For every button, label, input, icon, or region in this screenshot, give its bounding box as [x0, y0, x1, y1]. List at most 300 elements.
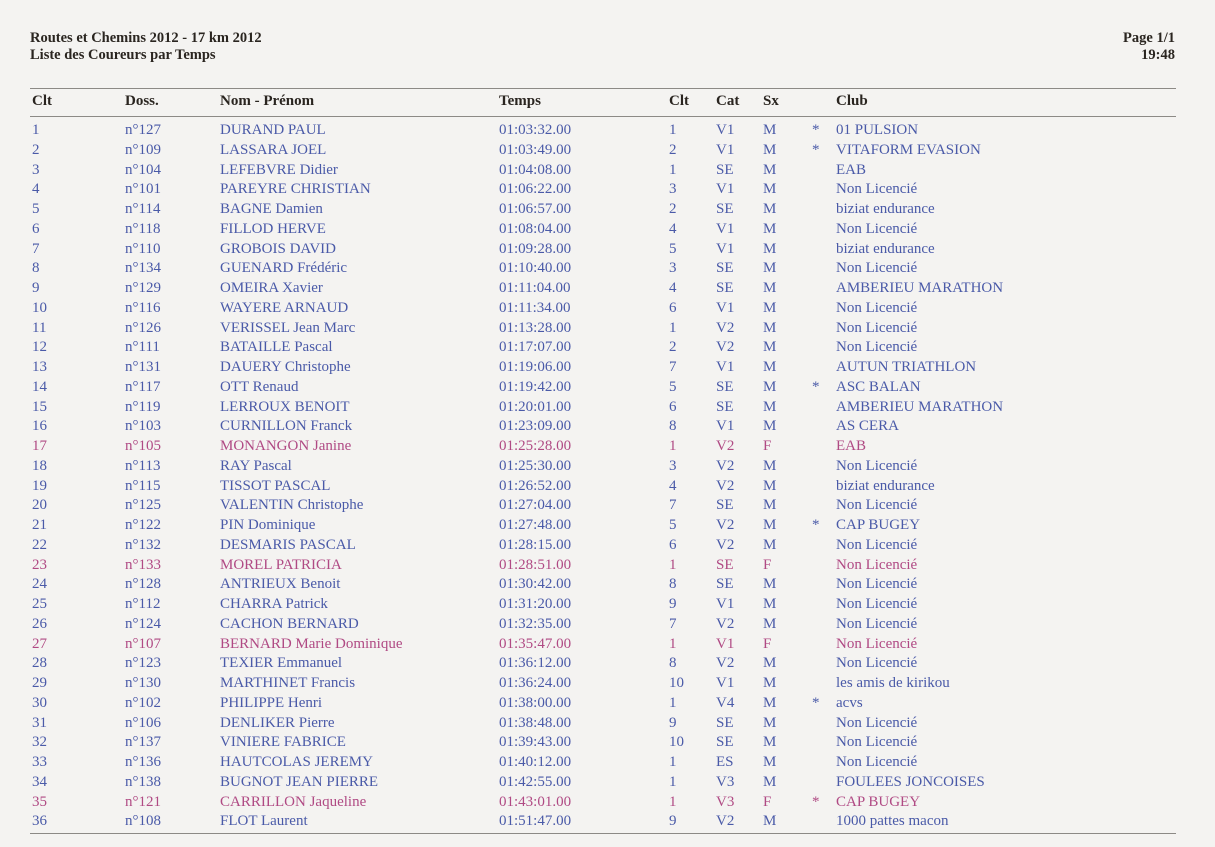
time-cell: 01:27:04.00: [499, 497, 572, 514]
name-cell: MARTHINET Francis: [220, 675, 356, 691]
bib-cell: n°104: [125, 161, 161, 178]
sex-cell: M: [763, 477, 777, 494]
club-cell: Non Licencié: [836, 299, 918, 316]
category-rank-cell: 5: [669, 378, 677, 395]
sex-cell: M: [763, 694, 777, 711]
bib-cell: n°111: [125, 339, 160, 356]
col-header-temps: Temps: [499, 93, 541, 109]
rank-cell: 27: [32, 635, 47, 652]
table-row: [0, 140, 1215, 160]
bib-cell: n°107: [125, 635, 161, 652]
table-row: [0, 811, 1215, 831]
licence-marker: *: [812, 378, 820, 395]
category-rank-cell: 3: [669, 457, 677, 474]
rank-cell: 18: [32, 457, 47, 474]
category-cell: SE: [716, 161, 734, 178]
time-cell: 01:40:12.00: [499, 754, 572, 770]
bib-cell: n°103: [125, 418, 161, 435]
sex-cell: M: [763, 122, 777, 138]
category-cell: V2: [716, 615, 735, 632]
club-cell: Non Licencié: [836, 556, 918, 573]
sex-cell: M: [763, 378, 777, 395]
bib-cell: n°132: [125, 536, 161, 553]
table-row: [0, 673, 1215, 693]
rank-cell: 9: [32, 280, 40, 296]
club-cell: 1000 pattes macon: [836, 813, 949, 830]
table-row: [0, 456, 1215, 476]
sex-cell: M: [763, 615, 777, 632]
category-rank-cell: 1: [669, 556, 677, 573]
category-rank-cell: 4: [669, 280, 677, 296]
name-cell: MOREL PATRICIA: [220, 556, 342, 573]
header-bottom-divider: [30, 116, 1176, 117]
category-cell: V3: [716, 793, 735, 810]
sex-cell: M: [763, 497, 777, 514]
bib-cell: n°119: [125, 398, 161, 415]
sex-cell: F: [763, 793, 772, 810]
club-cell: VITAFORM EVASION: [836, 141, 981, 158]
bib-cell: n°116: [125, 299, 161, 316]
table-row: [0, 377, 1215, 397]
time-cell: 01:11:34.00: [499, 299, 571, 316]
club-cell: Non Licencié: [836, 497, 918, 514]
time-cell: 01:19:06.00: [499, 359, 572, 375]
sex-cell: M: [763, 359, 777, 375]
club-cell: AMBERIEU MARATHON: [836, 280, 1004, 296]
category-cell: V2: [716, 655, 735, 672]
table-row: [0, 397, 1215, 417]
name-cell: CACHON BERNARD: [220, 615, 359, 632]
table-row: [0, 772, 1215, 792]
rank-cell: 26: [32, 615, 47, 632]
category-rank-cell: 2: [669, 141, 677, 158]
table-row: [0, 713, 1215, 733]
category-cell: V4: [716, 694, 735, 711]
name-cell: CARRILLON Jaqueline: [220, 793, 367, 810]
list-subtitle: Liste des Coureurs par Temps: [30, 47, 216, 63]
bib-cell: n°122: [125, 517, 161, 533]
category-rank-cell: 8: [669, 418, 677, 435]
table-row: [0, 239, 1215, 259]
time-cell: 01:04:08.00: [499, 161, 572, 178]
name-cell: DENLIKER Pierre: [220, 714, 335, 731]
category-cell: SE: [716, 576, 734, 593]
category-cell: SE: [716, 734, 734, 751]
sex-cell: M: [763, 260, 777, 277]
bib-cell: n°109: [125, 141, 161, 158]
time-cell: 01:03:32.00: [499, 122, 572, 138]
table-row: [0, 337, 1215, 357]
category-rank-cell: 1: [669, 694, 677, 711]
name-cell: HAUTCOLAS JEREMY: [220, 754, 373, 770]
category-cell: SE: [716, 497, 734, 514]
bib-cell: n°124: [125, 615, 161, 632]
time-cell: 01:25:30.00: [499, 457, 572, 474]
rank-cell: 13: [32, 359, 47, 375]
club-cell: EAB: [836, 438, 866, 454]
time-cell: 01:38:00.00: [499, 694, 572, 711]
category-rank-cell: 1: [669, 122, 677, 138]
time-cell: 01:28:51.00: [499, 556, 572, 573]
time-cell: 01:10:40.00: [499, 260, 572, 277]
rank-cell: 36: [32, 813, 47, 830]
sex-cell: F: [763, 438, 772, 454]
category-cell: V1: [716, 122, 735, 138]
category-rank-cell: 1: [669, 161, 677, 178]
category-rank-cell: 4: [669, 220, 677, 237]
time-cell: 01:51:47.00: [499, 813, 572, 830]
rank-cell: 19: [32, 477, 47, 494]
category-rank-cell: 6: [669, 398, 677, 415]
sex-cell: M: [763, 299, 777, 316]
table-row: [0, 357, 1215, 377]
name-cell: LASSARA JOEL: [220, 141, 327, 158]
category-rank-cell: 7: [669, 615, 677, 632]
time-cell: 01:09:28.00: [499, 240, 572, 257]
sex-cell: M: [763, 675, 777, 691]
category-rank-cell: 10: [669, 675, 684, 691]
rank-cell: 12: [32, 339, 47, 356]
time-cell: 01:08:04.00: [499, 220, 572, 237]
category-cell: SE: [716, 260, 734, 277]
time-cell: 01:36:12.00: [499, 655, 572, 672]
table-row: [0, 258, 1215, 278]
time-cell: 01:06:22.00: [499, 181, 572, 198]
category-rank-cell: 7: [669, 359, 677, 375]
table-row: [0, 318, 1215, 338]
name-cell: TEXIER Emmanuel: [220, 655, 343, 672]
category-rank-cell: 1: [669, 319, 677, 336]
bib-cell: n°130: [125, 675, 161, 691]
name-cell: DURAND PAUL: [220, 122, 326, 138]
table-row: [0, 120, 1215, 140]
category-rank-cell: 8: [669, 576, 677, 593]
category-cell: V2: [716, 517, 735, 533]
header-top-divider: [30, 88, 1176, 89]
name-cell: OTT Renaud: [220, 378, 299, 395]
name-cell: FLOT Laurent: [220, 813, 308, 830]
club-cell: biziat endurance: [836, 240, 935, 257]
category-rank-cell: 1: [669, 635, 677, 652]
bib-cell: n°113: [125, 457, 161, 474]
bib-cell: n°138: [125, 773, 161, 790]
rank-cell: 5: [32, 201, 40, 217]
name-cell: DESMARIS PASCAL: [220, 536, 356, 553]
bib-cell: n°136: [125, 754, 161, 770]
bib-cell: n°125: [125, 497, 161, 514]
club-cell: Non Licencié: [836, 655, 918, 672]
category-cell: SE: [716, 201, 734, 217]
club-cell: biziat endurance: [836, 477, 935, 494]
rank-cell: 23: [32, 556, 47, 573]
name-cell: BERNARD Marie Dominique: [220, 635, 403, 652]
time-cell: 01:39:43.00: [499, 734, 572, 751]
table-row: [0, 495, 1215, 515]
table-row: [0, 535, 1215, 555]
club-cell: Non Licencié: [836, 615, 918, 632]
time-cell: 01:23:09.00: [499, 418, 572, 435]
name-cell: DAUERY Christophe: [220, 359, 351, 375]
time-cell: 01:20:01.00: [499, 398, 572, 415]
sex-cell: M: [763, 754, 777, 770]
table-row: [0, 416, 1215, 436]
category-cell: SE: [716, 280, 734, 296]
category-rank-cell: 1: [669, 793, 677, 810]
club-cell: acvs: [836, 694, 863, 711]
time-cell: 01:03:49.00: [499, 141, 572, 158]
sex-cell: M: [763, 517, 777, 533]
table-row: [0, 693, 1215, 713]
rank-cell: 8: [32, 260, 40, 277]
club-cell: EAB: [836, 161, 866, 178]
time-cell: 01:35:47.00: [499, 635, 572, 652]
name-cell: BATAILLE Pascal: [220, 339, 333, 356]
bib-cell: n°106: [125, 714, 161, 731]
club-cell: Non Licencié: [836, 596, 918, 612]
category-rank-cell: 1: [669, 773, 677, 790]
col-header-cat: Cat: [716, 93, 740, 109]
category-rank-cell: 7: [669, 497, 677, 514]
page-number: Page 1/1: [1123, 30, 1175, 46]
rank-cell: 3: [32, 161, 40, 178]
bib-cell: n°126: [125, 319, 161, 336]
bib-cell: n°134: [125, 260, 161, 277]
time-cell: 01:32:35.00: [499, 615, 572, 632]
sex-cell: M: [763, 813, 777, 830]
time-cell: 01:13:28.00: [499, 319, 572, 336]
category-cell: V2: [716, 438, 735, 454]
bib-cell: n°117: [125, 378, 161, 395]
time-cell: 01:17:07.00: [499, 339, 572, 356]
sex-cell: M: [763, 536, 777, 553]
sex-cell: F: [763, 635, 772, 652]
sex-cell: M: [763, 280, 777, 296]
club-cell: Non Licencié: [836, 220, 918, 237]
category-rank-cell: 5: [669, 240, 677, 257]
licence-marker: *: [812, 793, 820, 810]
rank-cell: 30: [32, 694, 47, 711]
club-cell: CAP BUGEY: [836, 517, 921, 533]
time-cell: 01:43:01.00: [499, 793, 572, 810]
name-cell: OMEIRA Xavier: [220, 280, 323, 296]
bib-cell: n°110: [125, 240, 161, 257]
category-cell: V2: [716, 536, 735, 553]
licence-marker: *: [812, 517, 820, 533]
sex-cell: M: [763, 398, 777, 415]
page-info: [1123, 30, 1175, 64]
sex-cell: M: [763, 418, 777, 435]
table-row: [0, 792, 1215, 812]
rank-cell: 24: [32, 576, 47, 593]
club-cell: Non Licencié: [836, 181, 918, 198]
category-cell: V2: [716, 457, 735, 474]
category-cell: V1: [716, 141, 735, 158]
name-cell: FILLOD HERVE: [220, 220, 326, 237]
name-cell: GROBOIS DAVID: [220, 240, 336, 257]
rank-cell: 25: [32, 596, 47, 612]
name-cell: RAY Pascal: [220, 457, 292, 474]
sex-cell: M: [763, 220, 777, 237]
col-header-sx: Sx: [763, 93, 779, 109]
category-rank-cell: 1: [669, 754, 677, 770]
club-cell: Non Licencié: [836, 714, 918, 731]
club-cell: AMBERIEU MARATHON: [836, 398, 1004, 415]
bib-cell: n°137: [125, 734, 161, 751]
licence-marker: *: [812, 122, 820, 138]
category-cell: V1: [716, 418, 735, 435]
sex-cell: M: [763, 141, 777, 158]
rank-cell: 7: [32, 240, 40, 257]
category-rank-cell: 2: [669, 339, 677, 356]
club-cell: Non Licencié: [836, 576, 918, 593]
table-row: [0, 574, 1215, 594]
category-cell: V1: [716, 635, 735, 652]
table-row: [0, 219, 1215, 239]
category-cell: V1: [716, 596, 735, 612]
rank-cell: 21: [32, 517, 47, 533]
col-header-nom: Nom - Prénom: [220, 93, 315, 109]
time-cell: 01:06:57.00: [499, 201, 572, 217]
rank-cell: 10: [32, 299, 47, 316]
bib-cell: n°121: [125, 793, 161, 810]
rank-cell: 32: [32, 734, 47, 751]
name-cell: PAREYRE CHRISTIAN: [220, 181, 371, 198]
sex-cell: M: [763, 339, 777, 356]
rank-cell: 2: [32, 141, 40, 158]
sex-cell: M: [763, 576, 777, 593]
rank-cell: 15: [32, 398, 47, 415]
bib-cell: n°108: [125, 813, 161, 830]
rank-cell: 33: [32, 754, 47, 770]
name-cell: BUGNOT JEAN PIERRE: [220, 773, 379, 790]
sex-cell: M: [763, 240, 777, 257]
table-row: [0, 732, 1215, 752]
table-row: [0, 179, 1215, 199]
name-cell: VERISSEL Jean Marc: [220, 319, 356, 336]
table-row: [0, 594, 1215, 614]
event-title: Routes et Chemins 2012 - 17 km 2012: [30, 30, 262, 46]
bib-cell: n°127: [125, 122, 161, 138]
name-cell: LERROUX BENOIT: [220, 398, 350, 415]
category-cell: SE: [716, 714, 734, 731]
club-cell: Non Licencié: [836, 754, 918, 770]
bib-cell: n°115: [125, 477, 161, 494]
category-rank-cell: 4: [669, 477, 677, 494]
sex-cell: M: [763, 181, 777, 198]
category-rank-cell: 3: [669, 260, 677, 277]
licence-marker: *: [812, 141, 820, 158]
table-row: [0, 634, 1215, 654]
club-cell: ASC BALAN: [836, 378, 921, 395]
col-header-doss: Doss.: [125, 93, 159, 109]
bib-cell: n°123: [125, 655, 161, 672]
category-rank-cell: 6: [669, 536, 677, 553]
table-row: [0, 298, 1215, 318]
club-cell: Non Licencié: [836, 319, 918, 336]
table-row: [0, 653, 1215, 673]
time-cell: 01:11:04.00: [499, 280, 571, 296]
print-time: 19:48: [1141, 47, 1175, 63]
club-cell: CAP BUGEY: [836, 793, 921, 810]
table-row: [0, 160, 1215, 180]
rank-cell: 29: [32, 675, 47, 691]
category-rank-cell: 2: [669, 201, 677, 217]
licence-marker: *: [812, 694, 820, 711]
rank-cell: 20: [32, 497, 47, 514]
sex-cell: M: [763, 773, 777, 790]
name-cell: CHARRA Patrick: [220, 596, 328, 612]
rank-cell: 4: [32, 181, 40, 198]
category-rank-cell: 6: [669, 299, 677, 316]
bib-cell: n°102: [125, 694, 161, 711]
category-cell: V2: [716, 813, 735, 830]
rank-cell: 6: [32, 220, 40, 237]
table-row: [0, 614, 1215, 634]
club-cell: FOULEES JONCOISES: [836, 773, 985, 790]
rank-cell: 17: [32, 438, 47, 454]
sex-cell: M: [763, 734, 777, 751]
rank-cell: 1: [32, 122, 40, 138]
bib-cell: n°128: [125, 576, 161, 593]
bib-cell: n°101: [125, 181, 161, 198]
sex-cell: M: [763, 161, 777, 178]
bib-cell: n°118: [125, 220, 161, 237]
club-cell: Non Licencié: [836, 635, 918, 652]
time-cell: 01:28:15.00: [499, 536, 572, 553]
category-rank-cell: 5: [669, 517, 677, 533]
rank-cell: 35: [32, 793, 47, 810]
name-cell: CURNILLON Franck: [220, 418, 353, 435]
category-cell: SE: [716, 378, 734, 395]
table-row: [0, 515, 1215, 535]
table-row: [0, 199, 1215, 219]
club-cell: biziat endurance: [836, 201, 935, 217]
bib-cell: n°129: [125, 280, 161, 296]
sex-cell: M: [763, 655, 777, 672]
name-cell: LEFEBVRE Didier: [220, 161, 338, 178]
club-cell: AUTUN TRIATHLON: [836, 359, 977, 375]
category-rank-cell: 8: [669, 655, 677, 672]
rank-cell: 16: [32, 418, 47, 435]
club-cell: Non Licencié: [836, 536, 918, 553]
category-rank-cell: 10: [669, 734, 684, 751]
category-rank-cell: 3: [669, 181, 677, 198]
category-cell: V1: [716, 359, 735, 375]
club-cell: Non Licencié: [836, 260, 918, 277]
rank-cell: 31: [32, 714, 47, 731]
sex-cell: M: [763, 201, 777, 217]
club-cell: Non Licencié: [836, 734, 918, 751]
category-rank-cell: 1: [669, 438, 677, 454]
category-rank-cell: 9: [669, 596, 677, 612]
category-cell: V2: [716, 319, 735, 336]
time-cell: 01:19:42.00: [499, 378, 572, 395]
club-cell: Non Licencié: [836, 339, 918, 356]
category-cell: V2: [716, 477, 735, 494]
rank-cell: 22: [32, 536, 47, 553]
category-cell: SE: [716, 556, 734, 573]
document-header: [30, 30, 262, 64]
col-header-clt: Clt: [32, 93, 52, 109]
name-cell: PIN Dominique: [220, 517, 316, 533]
category-rank-cell: 9: [669, 714, 677, 731]
name-cell: MONANGON Janine: [220, 438, 352, 454]
category-cell: ES: [716, 754, 734, 770]
category-cell: V3: [716, 773, 735, 790]
time-cell: 01:26:52.00: [499, 477, 572, 494]
col-header-club: Club: [836, 93, 868, 109]
rank-cell: 11: [32, 319, 47, 336]
